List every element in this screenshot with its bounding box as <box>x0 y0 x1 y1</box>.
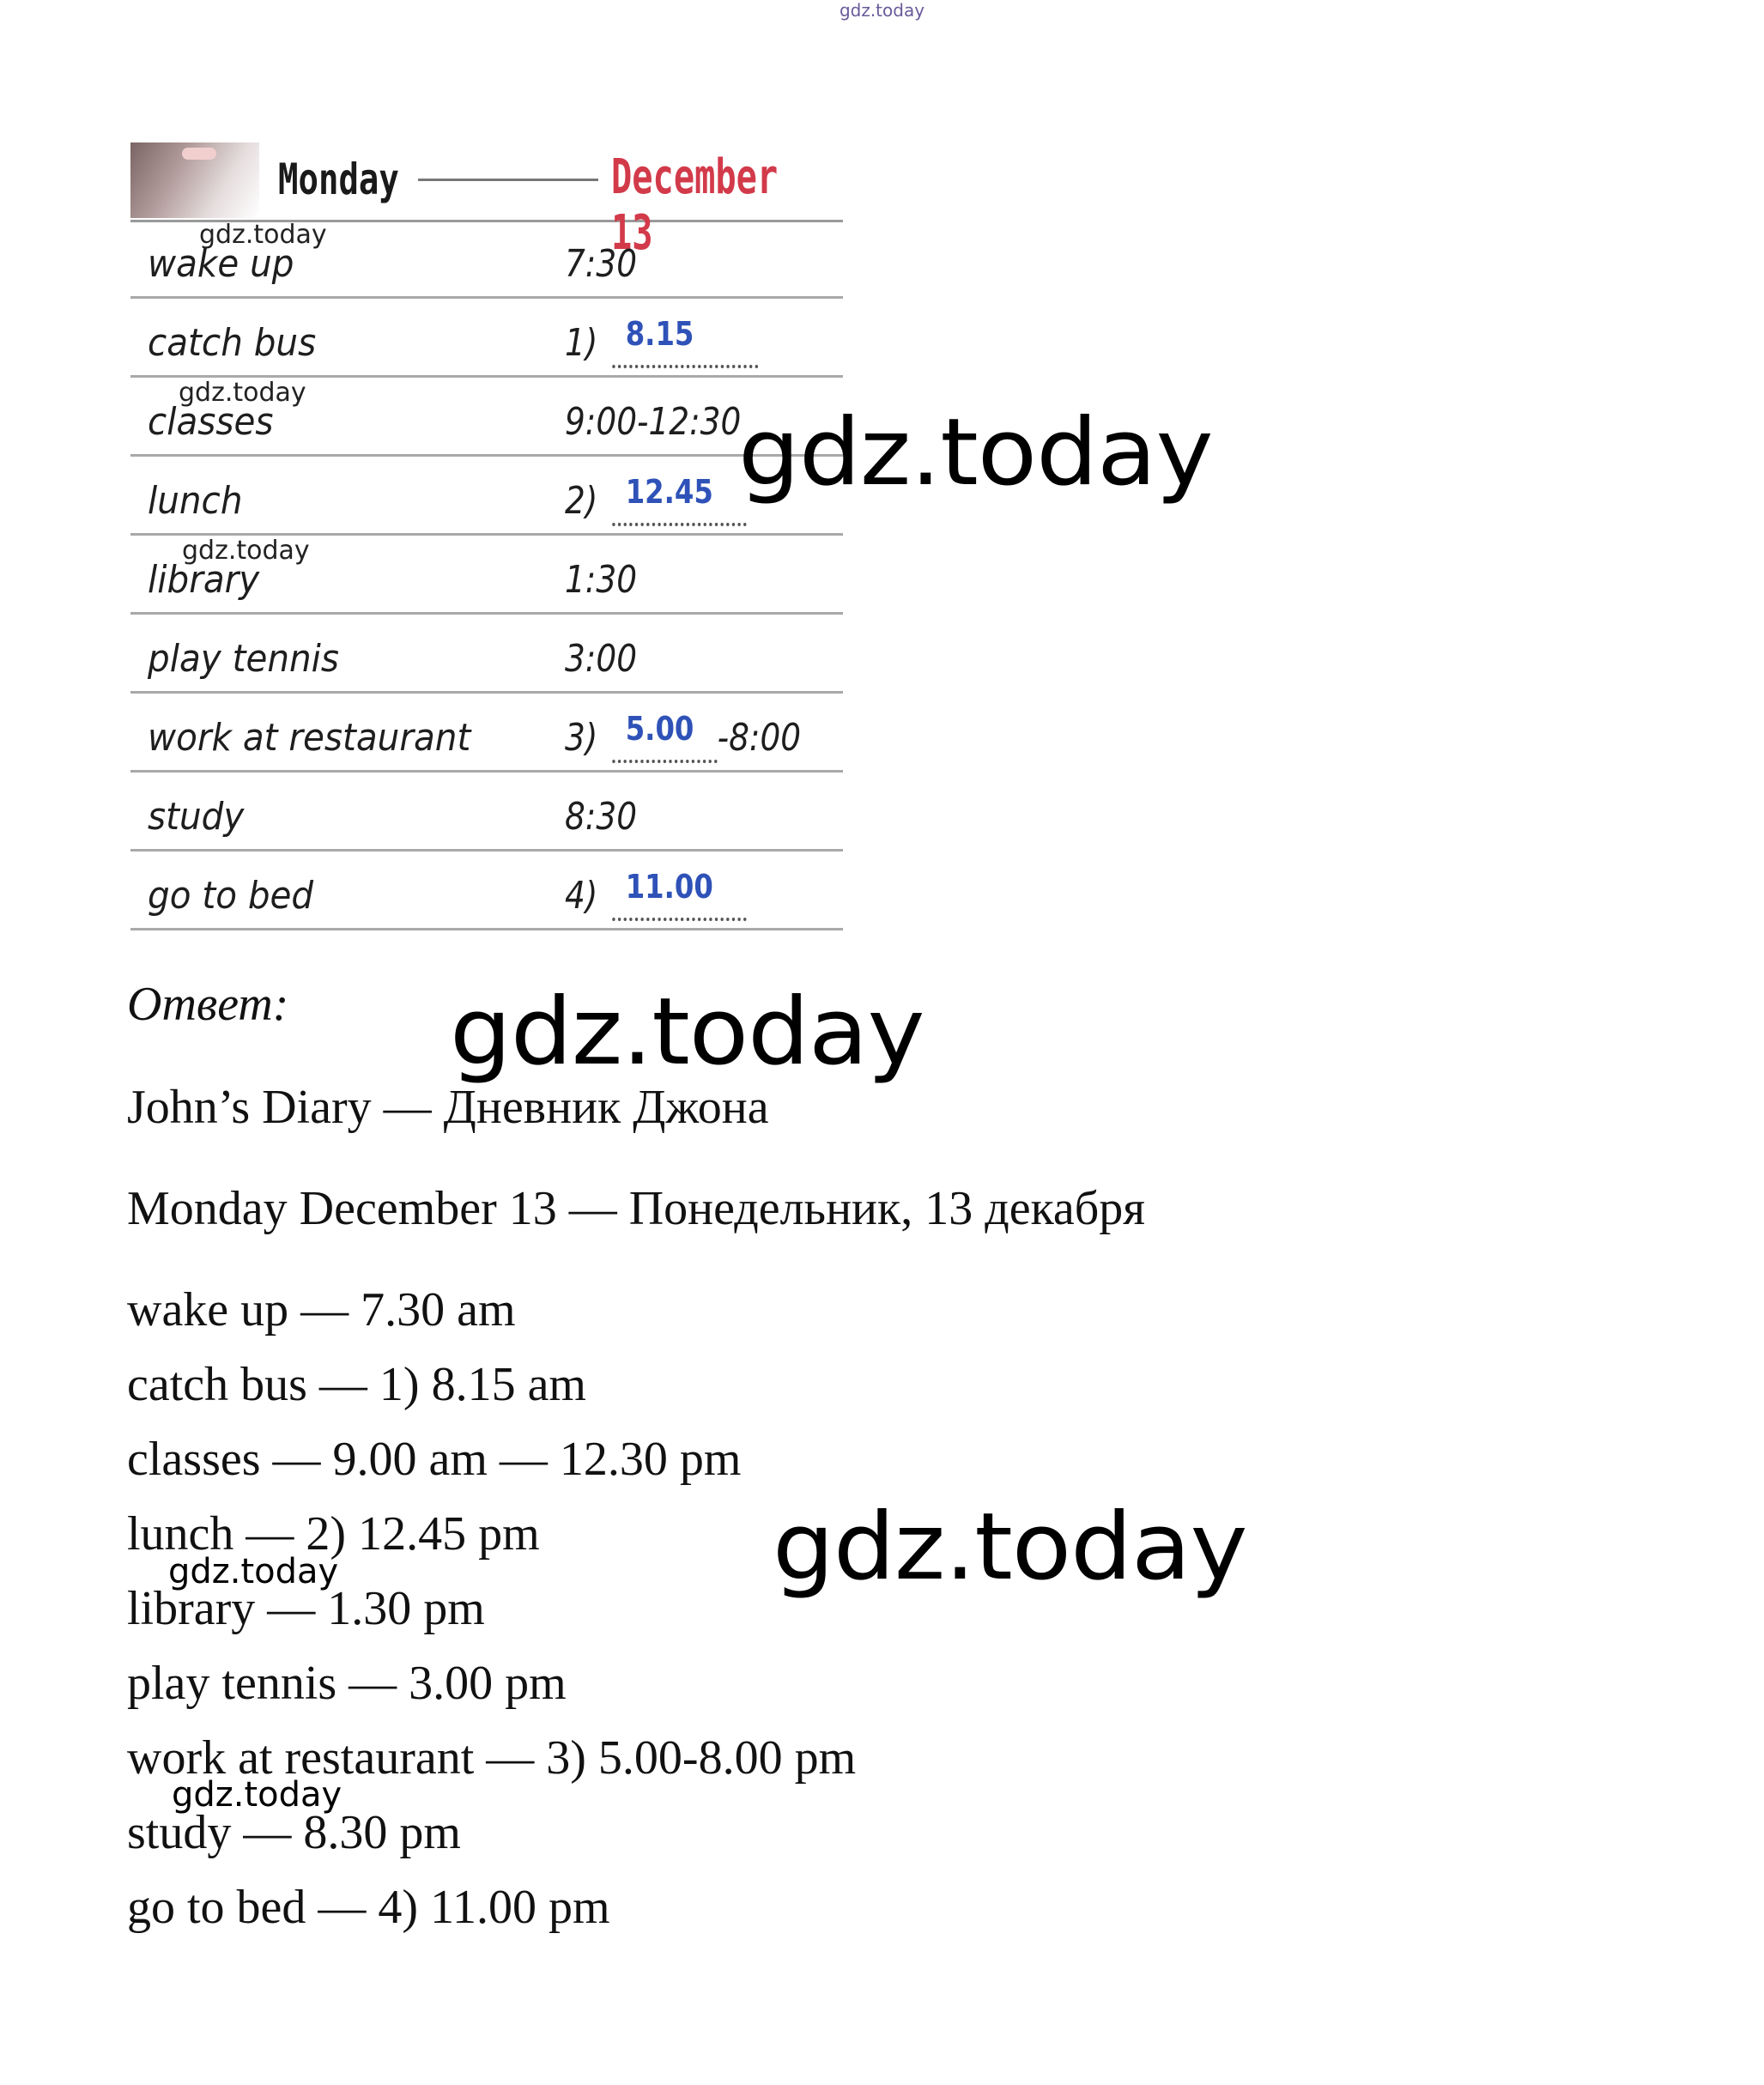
row-suffix: -8:00 <box>717 716 802 760</box>
answer-title: John’s Diary — Дневник Джона <box>127 1081 769 1134</box>
row-time: 9:00-12:30 <box>565 400 742 444</box>
row-prefix: 2) <box>565 479 598 523</box>
watermark-large: gdz.today <box>738 399 1213 506</box>
answer-date-line: Monday December 13 — Понедельник, 13 декабря <box>127 1182 1146 1235</box>
watermark-small: gdz.today <box>172 1775 342 1815</box>
row-activity: study <box>148 795 245 839</box>
answer-line: classes — 9.00 am — 12.30 pm <box>127 1433 742 1486</box>
diary-page <box>130 142 843 932</box>
row-answer: 12.45 <box>625 473 713 511</box>
watermark-large: gdz.today <box>773 1494 1247 1601</box>
diary-row-go-to-bed <box>130 852 843 930</box>
row-activity: work at restaurant <box>148 716 471 760</box>
row-time: 3:00 <box>565 637 637 681</box>
answer-field <box>612 868 747 921</box>
answer-line: lunch — 2) 12.45 pm <box>127 1507 540 1561</box>
answer-line: work at restaurant — 3) 5.00-8.00 pm <box>127 1731 857 1785</box>
diary-day: Monday <box>278 155 399 204</box>
row-answer: 8.15 <box>625 315 694 353</box>
answer-line: go to bed — 4) 11.00 pm <box>127 1881 610 1934</box>
row-activity: wake up <box>148 242 294 286</box>
diary-row-catch-bus <box>130 299 843 378</box>
row-time: 1:30 <box>565 558 637 602</box>
row-activity: go to bed <box>148 874 314 918</box>
row-prefix: 1) <box>565 321 598 365</box>
answer-line: library — 1.30 pm <box>127 1582 485 1635</box>
row-watermark: gdz.today <box>182 536 310 566</box>
answer-field <box>612 473 747 526</box>
row-time: 7:30 <box>565 242 637 286</box>
answer-line: catch bus — 1) 8.15 am <box>127 1358 586 1411</box>
row-time <box>565 868 747 921</box>
row-answer: 11.00 <box>625 868 713 906</box>
answer-line: wake up — 7.30 am <box>127 1283 516 1336</box>
top-watermark: gdz.today <box>839 0 925 21</box>
diary-row-wake-up <box>130 220 843 299</box>
row-watermark: gdz.today <box>199 220 327 250</box>
row-activity: library <box>148 558 260 602</box>
answer-line: play tennis — 3.00 pm <box>127 1657 567 1710</box>
diary-date: December 13 <box>611 149 779 261</box>
row-time <box>565 315 758 368</box>
answer-field <box>612 315 758 368</box>
row-prefix: 4) <box>565 874 598 918</box>
row-time: 8:30 <box>565 795 637 839</box>
row-time <box>565 710 802 763</box>
diary-row-classes <box>130 378 843 457</box>
diary-row-work-at-restaurant <box>130 694 843 773</box>
diary-row-library <box>130 536 843 615</box>
row-prefix: 3) <box>565 716 598 760</box>
row-watermark: gdz.today <box>179 378 306 408</box>
row-time <box>565 473 747 526</box>
diary-row-lunch <box>130 457 843 536</box>
watermark-small: gdz.today <box>168 1552 339 1591</box>
answer-line: study — 8.30 pm <box>127 1806 461 1859</box>
answer-label: Ответ: <box>127 978 289 1031</box>
row-activity: play tennis <box>148 637 339 681</box>
answer-field <box>612 710 717 763</box>
header-rule <box>418 179 598 181</box>
diary-row-play-tennis <box>130 615 843 694</box>
row-activity: lunch <box>148 479 243 523</box>
row-activity: catch bus <box>148 321 317 365</box>
diary-row-study <box>130 773 843 852</box>
header-photo <box>130 142 259 218</box>
row-activity: classes <box>148 400 274 444</box>
row-answer: 5.00 <box>625 710 694 748</box>
watermark-large: gdz.today <box>450 979 924 1086</box>
